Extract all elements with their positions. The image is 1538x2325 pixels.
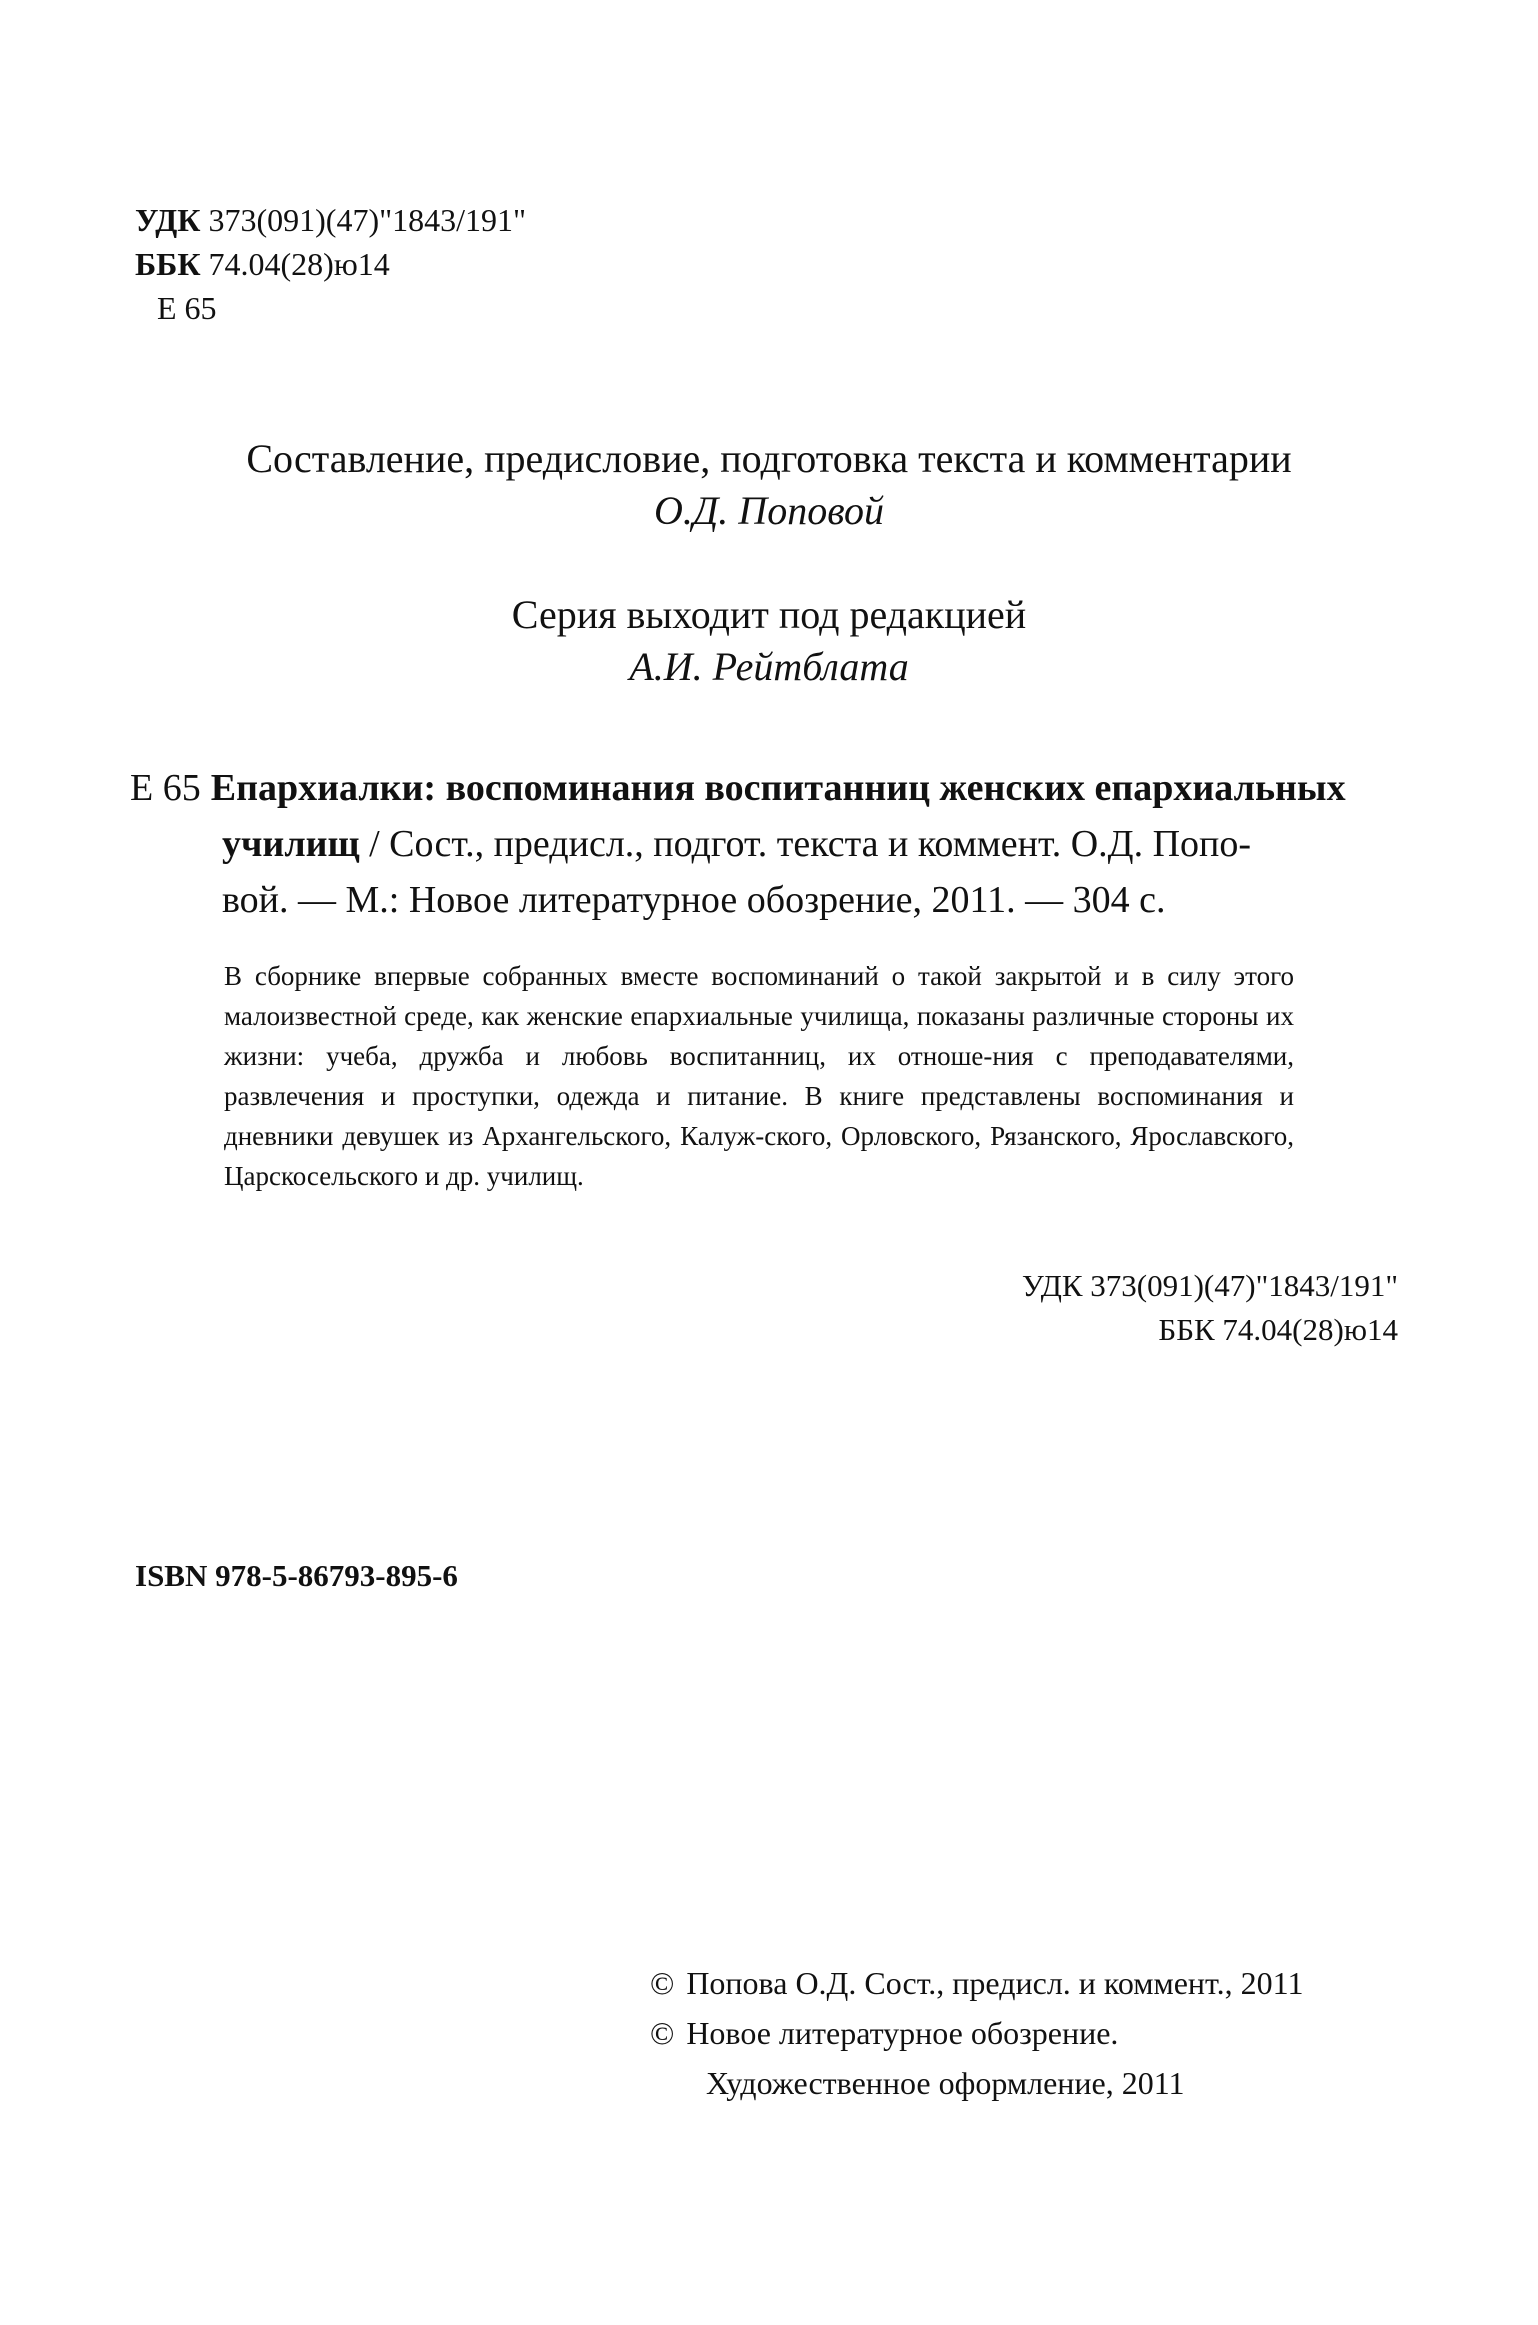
isbn: ISBN 978-5-86793-895-6 [135, 1558, 458, 1593]
entry-code: Е 65 [130, 767, 201, 809]
copyright-icon: © [650, 1965, 675, 2001]
udk-code: УДК 373(091)(47)"1843/191" [1021, 1268, 1398, 1303]
compiled-by-line: Составление, предисловие, подготовка текста и комментарии [246, 436, 1292, 481]
bbk-value: 74.04(28)ю14 [208, 246, 390, 282]
copyright-line-2 [650, 2008, 1303, 2058]
bbk-label: ББК [135, 246, 201, 282]
bbk-code: ББК 74.04(28)ю14 [1158, 1312, 1398, 1347]
udk-line [135, 198, 526, 242]
entry-title-end: училищ [222, 823, 360, 865]
entry-line-2 [130, 816, 1398, 872]
entry-line-1 [130, 760, 1398, 816]
entry-responsibility: / Сост., предисл., подгот. текста и коммент. О.Д. Попо- [359, 823, 1252, 865]
series-editor-name: А.И. Рейтблата [629, 644, 909, 689]
copyright-line-1 [650, 1958, 1303, 2008]
bibliographic-entry [130, 760, 1398, 928]
classification-codes-top [135, 198, 526, 330]
udk-label: УДК [135, 202, 201, 238]
entry-title: Епархиалки: воспоминания воспитанниц женских епархиальных [210, 767, 1346, 809]
compiler-name: О.Д. Поповой [653, 488, 885, 533]
copyright-block [650, 1958, 1303, 2108]
annotation: В сборнике впервые собранных вместе воспоминаний о такой закрытой и в силу этого малоизвестной среде, как женские епархиальные училища, показаны различные стороны их жизни: учеба, дружба и любовь воспитанниц, их отноше-ния с преподавателями, развлечения и проступки, одежда и питание. В книге представлены воспоминания и дневники девушек из Архангельского, Калуж-ского, Орловского, Рязанского, Ярославского, Царскосельского и др. училищ. [224, 961, 1294, 1191]
udk-value: 373(091)(47)"1843/191" [208, 202, 527, 238]
copyright-text-3: Художественное оформление, 2011 [706, 2065, 1185, 2101]
copyright-text-2: Новое литературное обозрение. [686, 2015, 1119, 2051]
classification-codes-bottom [1022, 1264, 1398, 1352]
series-editor-line: Серия выходит под редакцией [511, 592, 1027, 637]
bbk-line [135, 242, 526, 286]
author-mark: Е 65 [157, 290, 217, 326]
entry-publication: вой. — М.: Новое литературное обозрение, 2011. — 304 с. [222, 879, 1166, 921]
copyright-icon: © [650, 2015, 675, 2051]
copyright-text-1: Попова О.Д. Сост., предисл. и коммент., 2011 [686, 1965, 1304, 2001]
